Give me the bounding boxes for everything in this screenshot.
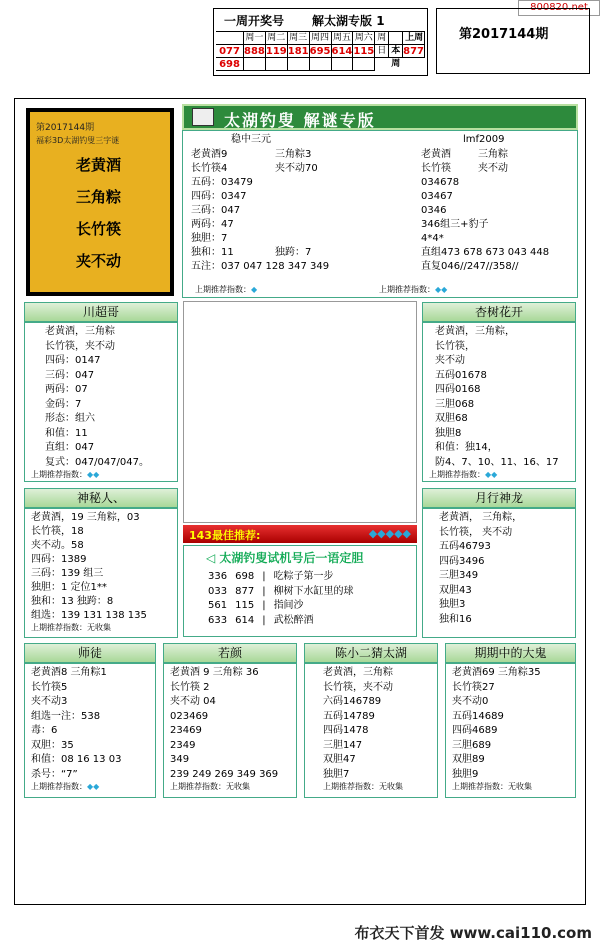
- trial-table: 336 698 | 吃粽子第一步 033 877 | 柳树下水缸里的球 561 115 | 指间沙 633 614 | 武松醉酒: [208, 571, 354, 626]
- blank-middle-panel: [183, 301, 417, 523]
- main-left-col: 老黄酒9 长竹筷4 五码：03479 四码：0347 三码：047 两码：47 独胆：7 独和：11 五注：037 047 128 347 349: [191, 149, 330, 272]
- diamond-icon: ◆◆: [435, 285, 448, 294]
- draw-grid: [216, 31, 425, 71]
- main-right-col: 老黄酒 长竹筷 034678 03467 0346 346组三+豹子 4*4* 直组473 678 673 043 448 直复046//247//358//: [421, 149, 550, 272]
- footer-credit: 布衣天下首发 www.cai110.com: [354, 924, 592, 942]
- book-icon: [192, 108, 214, 126]
- panel-title-shen: 神秘人、: [24, 488, 178, 508]
- riddle-line: 三角粽: [76, 188, 122, 206]
- panel-title-chen: 陈小二猜太湖: [304, 643, 438, 663]
- edition-title: 解太湖专版 1: [312, 13, 385, 28]
- speaker-icon: ◁: [206, 551, 216, 565]
- riddle-subtitle: 福彩3D太湖钓叟三字谜: [36, 136, 120, 145]
- rec-index: 上期推荐指数：◆◆: [379, 285, 448, 294]
- main-banner: 太湖钓叟 解谜专版: [182, 104, 578, 130]
- draw-number: 614: [331, 46, 353, 57]
- draw-number: 119: [265, 46, 287, 57]
- panel-chen: 老黄酒，三角粽 长竹筷，夹不动 六码146789 五码14789 四码1478 三胆147 双胆47 独胆7 上期推荐指数：无收集: [304, 663, 438, 798]
- row-label: 本周: [389, 45, 403, 58]
- panel-xing: 老黄酒，三角粽， 长竹筷， 夹不动 五码01678 四码0168 三胆068 双胆68 独胆8 和值：独14， 防4、7、10、11、16、17 上期推荐指数：◆◆: [422, 322, 576, 482]
- rec-index: 上期推荐指数：◆: [195, 285, 258, 294]
- draw-number: 877: [403, 46, 424, 57]
- panel-title-yue: 月行神龙: [422, 488, 576, 508]
- diamond-icon: ◆◆: [87, 782, 100, 791]
- riddle-line: 夹不动: [76, 252, 122, 270]
- riddle-line: 老黄酒: [76, 156, 122, 174]
- draw-number: [288, 58, 310, 71]
- issue-number: 第2017144期: [436, 8, 590, 74]
- diamond-icon: ◆: [251, 285, 258, 294]
- riddle-line: 长竹筷: [76, 220, 122, 238]
- day-label: 周五: [332, 32, 354, 45]
- row-label: 上周: [405, 33, 424, 43]
- day-label: 周三: [288, 32, 310, 45]
- draw-number: [266, 58, 288, 71]
- day-label: 周一: [244, 32, 266, 45]
- riddle-card: [26, 108, 174, 296]
- panel-title-xing: 杏树花开: [422, 302, 576, 322]
- day-label: 周日: [375, 32, 389, 45]
- draw-number: 888: [244, 46, 265, 57]
- day-label: 周六: [353, 32, 375, 45]
- panel-shitu: 老黄酒8 三角粽1 长竹筷5 夹不动3 组选一注：538 毒：6 双胆：35 和值：08 16 13 03 杀号：“7” 上期推荐指数：◆◆: [24, 663, 156, 798]
- draw-number: [332, 58, 354, 71]
- panel-title-chuan: 川超哥: [24, 302, 178, 322]
- main-title-left: 稳中三元: [231, 134, 271, 145]
- day-label: 周二: [266, 32, 288, 45]
- trial-number-box: ◁ 太湖钓叟试机号后一语定胆 336 698 | 吃粽子第一步 033 877 | 柳树下水缸里的球 561 115 | 指间沙 633 614 | 武松醉酒: [183, 545, 417, 637]
- panel-qi: 老黄酒69 三角粽35 长竹筷27 夹不动0 五码14689 四码4689 三胆689 双胆89 独胆9 上期推荐指数：无收集: [445, 663, 576, 798]
- weekly-title: 一周开奖号: [224, 13, 285, 28]
- panel-title-shitu: 师徒: [24, 643, 156, 663]
- panel-chuan: 老黄酒，三角粽 长竹筷，夹不动 四码：0147 三码：047 两码：07 金码：7 形态：组六 和值：11 直组：047 复式：047/047/047。 上期推荐指数：◆◆: [24, 322, 178, 482]
- panel-title-ruo: 若颜: [163, 643, 297, 663]
- weekly-draw-box: [213, 8, 428, 76]
- diamond-icon: ◆◆: [485, 470, 498, 479]
- site-watermark: 800820.net: [518, 0, 600, 16]
- draw-number: [244, 58, 266, 71]
- panel-shen: 老黄酒，19 三角粽，03 长竹筷，18 夹不动。58 四码：1389 三码：139 组三 独胆：1 定位1** 独和：13 独跨：8 组选：139 131 138 135 上期推荐指数：无收集: [24, 508, 178, 638]
- day-label: 周四: [310, 32, 332, 45]
- draw-number: 695: [309, 46, 331, 57]
- diamond-icon: ◆◆◆◆◆: [368, 527, 411, 540]
- draw-number: 698: [216, 58, 244, 71]
- main-prediction: 稳中三元 lmf2009 老黄酒9 长竹筷4 五码：03479 四码：0347 三码：047 两码：47 独胆：7 独和：11 五注：037 047 128 347 349 三角粽3 夹不动70 独跨：7 老黄酒 长竹筷 034678 03467 0346 346组三+豹子 4*4* 直组473 678 673 043 448 直复046//247//358// 三角粽 夹不动 上期推荐指数：◆ 上期推荐指数：◆◆: [182, 130, 578, 298]
- main-mid-col: 三角粽3 夹不动70 独跨：7: [275, 149, 318, 258]
- panel-title-qi: 期期中的大鬼: [445, 643, 576, 663]
- diamond-icon: ◆◆: [87, 470, 100, 479]
- panel-yue: 老黄酒， 三角粽， 长竹筷， 夹不动 五码46793 四码3496 三胆349 双胆43 独胆3 独和16: [422, 508, 576, 638]
- draw-number: 077: [216, 45, 244, 58]
- draw-number: 115: [353, 46, 375, 57]
- draw-number: 181: [287, 46, 309, 57]
- draw-number: [310, 58, 332, 71]
- riddle-issue: 第2017144期: [36, 123, 95, 133]
- best-pick-bar: 143最佳推荐: ◆◆◆◆◆: [183, 525, 417, 543]
- main-title-right: lmf2009: [463, 134, 505, 145]
- panel-ruo: 老黄酒 9 三角粽 36 长竹筷 2 夹不动 04 023469 23469 2349 349 239 249 269 349 369 上期推荐指数：无收集: [163, 663, 297, 798]
